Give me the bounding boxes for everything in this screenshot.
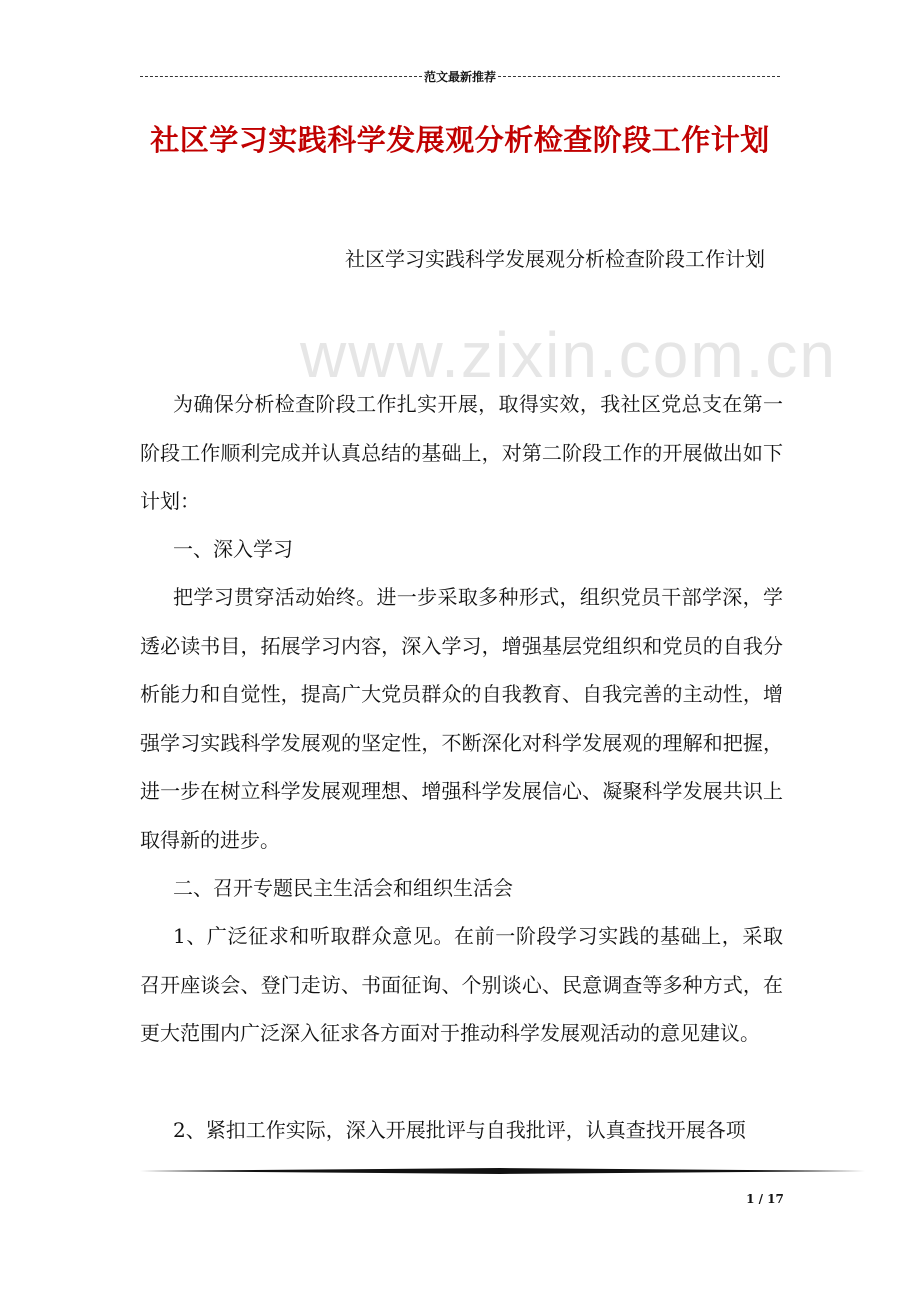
page-number: 1 / 17: [746, 1192, 784, 1206]
document-title: 社区学习实践科学发展观分析检查阶段工作计划: [150, 123, 770, 157]
header-left-dashes: [140, 76, 422, 77]
watermark: www.zixin.com.cn: [300, 319, 837, 391]
header-text: 范文最新推荐: [424, 69, 497, 84]
document-subtitle: 社区学习实践科学发展观分析检查阶段工作计划: [345, 247, 765, 271]
section-heading-meetings: 二、召开专题民主生活会和组织生活会: [173, 876, 513, 900]
footer-rule: [140, 1168, 865, 1174]
item-2-paragraph: 2、紧扣工作实际，深入开展批评与自我批评，认真查找开展各项: [173, 1118, 746, 1142]
study-paragraph: 把学习贯穿活动始终。进一步采取多种形式，组织党员干部学深，学透必读书目，拓展学习内容，深入学习，增强基层党组织和党员的自我分析能力和自觉性，提高广大党员群众的自我教育、自我完善的主动性，增强学习实践科学发展观的坚定性，不断深化对科学发展观的理解和把握，进一步在树立科学发展观理想、增强科学发展信心、凝聚科学发展共识上取得新的进步。: [140, 585, 783, 852]
intro-paragraph: 为确保分析检查阶段工作扎实开展，取得实效，我社区党总支在第一阶段工作顺利完成并认真总结的基础上，对第二阶段工作的开展做出如下计划：: [140, 392, 783, 513]
page-header: [140, 66, 780, 86]
section-heading-study: 一、深入学习: [173, 537, 293, 561]
item-1-paragraph: 1、广泛征求和听取群众意见。在前一阶段学习实践的基础上，采取召开座谈会、登门走访、书面征询、个别谈心、民意调查等多种方式，在更大范围内广泛深入征求各方面对于推动科学发展观活动的意见建议。: [140, 924, 783, 1045]
header-right-dashes: [498, 76, 780, 77]
